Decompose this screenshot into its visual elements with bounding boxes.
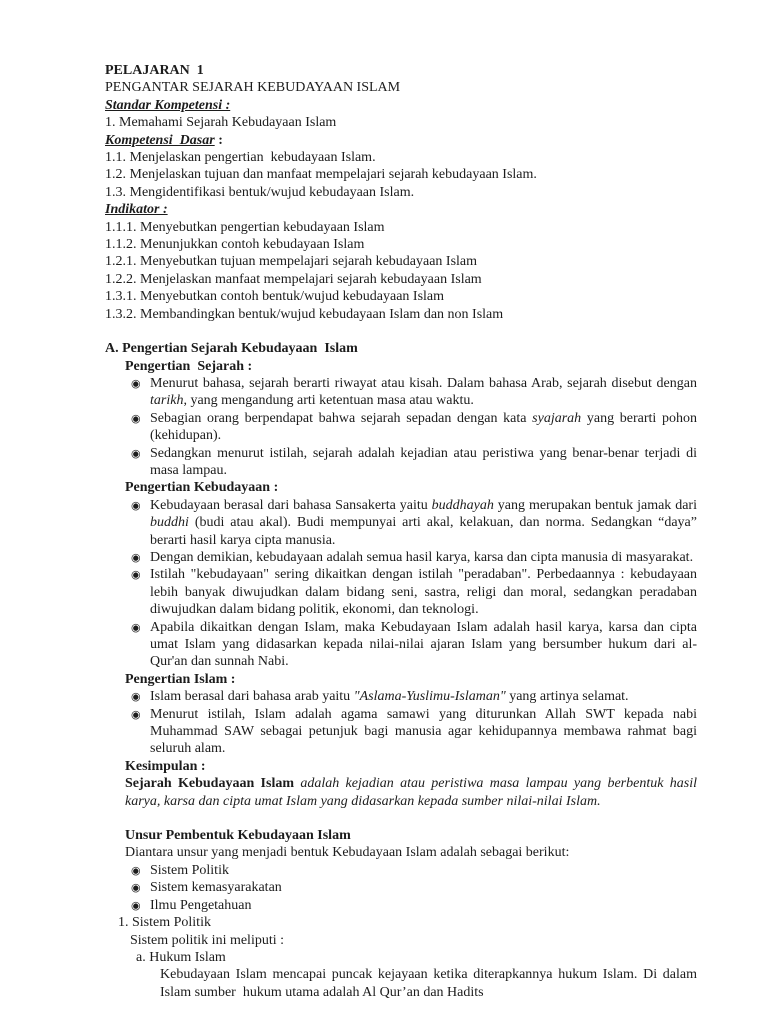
bullet-text: Sistem kemasyarakatan	[150, 880, 282, 896]
fisheye-bullet-icon: ◉	[131, 881, 141, 895]
bullet-text: Sistem Politik	[150, 862, 229, 878]
sk-item-1: 1. Memahami Sejarah Kebudayaan Islam	[105, 115, 337, 131]
text-run-italic: adalah kejadian atau peristiwa masa lampau yang berbentuk hasil karya, karsa dan cipta umat Islam yang didasarkan kepada sumber nilai-nilai Islam.	[125, 776, 701, 809]
standar-kompetensi-heading	[105, 97, 697, 114]
section-a-heading: A. Pengertian Sejarah Kebudayaan Islam	[105, 341, 358, 357]
pengertian-sejarah-heading: Pengertian Sejarah :	[125, 358, 253, 374]
heading-colon: :	[214, 132, 223, 148]
fisheye-bullet-icon: ◉	[131, 411, 141, 425]
bullet-text: Istilah "kebudayaan" sering dikaitkan dengan istilah "peradaban". Perbedaannya : kebudayaan lebih banyak diwujudkan dalam bidang seni, sastra, religi dan moral, sedangkan peradaban diwujudkan dalam bidang politik, ekonomi, dan teknologi.	[150, 567, 701, 618]
fisheye-bullet-icon: ◉	[131, 568, 141, 582]
bullet-text: Ilmu Pengetahuan	[150, 897, 252, 913]
indikator-heading	[105, 201, 697, 218]
bullet-text: Apabila dikaitkan dengan Islam, maka Kebudayaan Islam adalah hasil karya, karsa dan cipta umat Islam yang didasarkan kepada nilai-nilai ajaran Islam yang bersumber hukum dari al-Qur'an dan sunnah Nabi.	[150, 619, 701, 670]
text-run-italic: "Aslama-Yuslimu-Islaman"	[353, 689, 506, 705]
indikator-item-1: 1.1.1. Menyebutkan pengertian kebudayaan Islam	[105, 219, 385, 235]
bullet-text: Menurut istilah, Islam adalah agama samawi yang diturunkan Allah SWT kepada nabi Muhammad SAW sebagai petunjuk bagi manusia agar kehidupannya membawa rahmat bagi seluruh alam.	[150, 706, 701, 757]
kd-item-1: 1.1. Menjelaskan pengertian kebudayaan Islam.	[105, 150, 376, 166]
hukum-islam-body: Kebudayaan Islam mencapai puncak kejayaan ketika diterapkannya hukum Islam. Di dalam Islam sumber hukum utama adalah Al Qur’an dan Hadits	[160, 967, 701, 1000]
fisheye-bullet-icon: ◉	[131, 620, 141, 634]
sistem-politik-intro: Sistem politik ini meliputi :	[130, 932, 285, 948]
fisheye-bullet-icon: ◉	[131, 863, 141, 877]
bullet-text	[150, 410, 701, 445]
bullet-item	[131, 445, 701, 480]
fisheye-bullet-icon: ◉	[131, 550, 141, 564]
bullet-item	[131, 688, 697, 705]
kd-item-2: 1.2. Menjelaskan tujuan dan manfaat mempelajari sejarah kebudayaan Islam.	[105, 167, 537, 183]
pengertian-kebudayaan-heading: Pengertian Kebudayaan :	[125, 480, 279, 496]
heading-text: Indikator :	[105, 202, 168, 218]
fisheye-bullet-icon: ◉	[131, 498, 141, 512]
kompetensi-dasar-heading	[105, 132, 697, 149]
unsur-heading: Unsur Pembentuk Kebudayaan Islam	[125, 828, 351, 844]
bullet-item	[131, 897, 697, 914]
kd-item-3: 1.3. Mengidentifikasi bentuk/wujud kebudayaan Islam.	[105, 184, 415, 200]
heading-text: Kompetensi Dasar	[105, 132, 215, 148]
bullet-item	[131, 619, 701, 671]
fisheye-bullet-icon: ◉	[131, 446, 141, 460]
fisheye-bullet-icon: ◉	[131, 376, 141, 390]
text-run: Islam berasal dari bahasa arab yaitu	[150, 689, 354, 705]
text-run-italic: tarikh	[150, 393, 184, 409]
kesimpulan-heading: Kesimpulan :	[125, 758, 206, 774]
bullet-item	[131, 410, 701, 445]
bullet-text: Sedangkan menurut istilah, sejarah adalah kejadian atau peristiwa yang benar-benar terjadi di masa lampau.	[150, 445, 701, 478]
text-run: yang merupakan bentuk jamak dari	[493, 497, 701, 513]
text-run-italic: syajarah	[532, 410, 582, 426]
text-run: Sebagian orang berpendapat bahwa sejarah sepadan dengan kata	[150, 410, 533, 426]
hukum-islam-heading: a. Hukum Islam	[136, 949, 226, 965]
unsur-intro: Diantara unsur yang menjadi bentuk Kebudayaan Islam adalah sebagai berikut:	[125, 845, 570, 861]
text-run-bold: Sejarah Kebudayaan Islam	[125, 776, 295, 792]
bullet-text	[150, 375, 701, 410]
bullet-item	[131, 549, 697, 566]
indikator-item-3: 1.2.1. Menyebutkan tujuan mempelajari sejarah kebudayaan Islam	[105, 254, 478, 270]
document-subtitle: PENGANTAR SEJARAH KEBUDAYAAN ISLAM	[105, 80, 401, 96]
bullet-item	[131, 862, 697, 879]
bullet-item	[131, 566, 701, 618]
bullet-text	[150, 688, 697, 705]
text-run: yang artinya selamat.	[505, 689, 629, 705]
text-run-italic: buddhi	[150, 515, 189, 531]
bullet-text	[150, 497, 701, 549]
indikator-item-2: 1.1.2. Menunjukkan contoh kebudayaan Islam	[105, 237, 365, 253]
bullet-item	[131, 706, 701, 758]
indikator-item-4: 1.2.2. Menjelaskan manfaat mempelajari sejarah kebudayaan Islam	[105, 271, 482, 287]
text-run: Menurut bahasa, sejarah berarti riwayat atau kisah. Dalam bahasa Arab, sejarah disebut dengan	[150, 375, 701, 391]
sistem-politik-heading: 1. Sistem Politik	[118, 915, 211, 931]
lesson-title: PELAJARAN 1	[105, 63, 204, 78]
heading-text: Standar Kompetensi :	[105, 97, 231, 113]
bullet-item	[131, 879, 697, 896]
bullet-item	[131, 497, 701, 549]
text-run: Kebudayaan berasal dari bahasa Sansakerta yaitu	[150, 497, 432, 513]
bullet-text: Dengan demikian, kebudayaan adalah semua hasil karya, karsa dan cipta manusia di masyarakat.	[150, 549, 694, 565]
fisheye-bullet-icon: ◉	[131, 707, 141, 721]
kesimpulan-body	[125, 775, 701, 810]
blank-line	[105, 810, 697, 827]
bullet-item	[131, 375, 701, 410]
text-run: , yang mengandung arti ketentuan masa atau waktu.	[183, 393, 474, 409]
fisheye-bullet-icon: ◉	[131, 690, 141, 704]
blank-line	[105, 323, 697, 340]
indikator-item-6: 1.3.2. Membandingkan bentuk/wujud kebudayaan Islam dan non Islam	[105, 306, 504, 322]
indikator-item-5: 1.3.1. Menyebutkan contoh bentuk/wujud kebudayaan Islam	[105, 289, 445, 305]
text-run-italic: buddhayah	[431, 497, 494, 513]
fisheye-bullet-icon: ◉	[131, 898, 141, 912]
text-run: yang berarti pohon (kehidupan).	[150, 410, 701, 444]
text-run: (budi atau akal). Budi mempunyai arti akal, kelakuan, dan norma. Sedangkan “daya” berarti hasil karya cipta manusia.	[150, 515, 701, 548]
pengertian-islam-heading: Pengertian Islam :	[125, 671, 236, 687]
